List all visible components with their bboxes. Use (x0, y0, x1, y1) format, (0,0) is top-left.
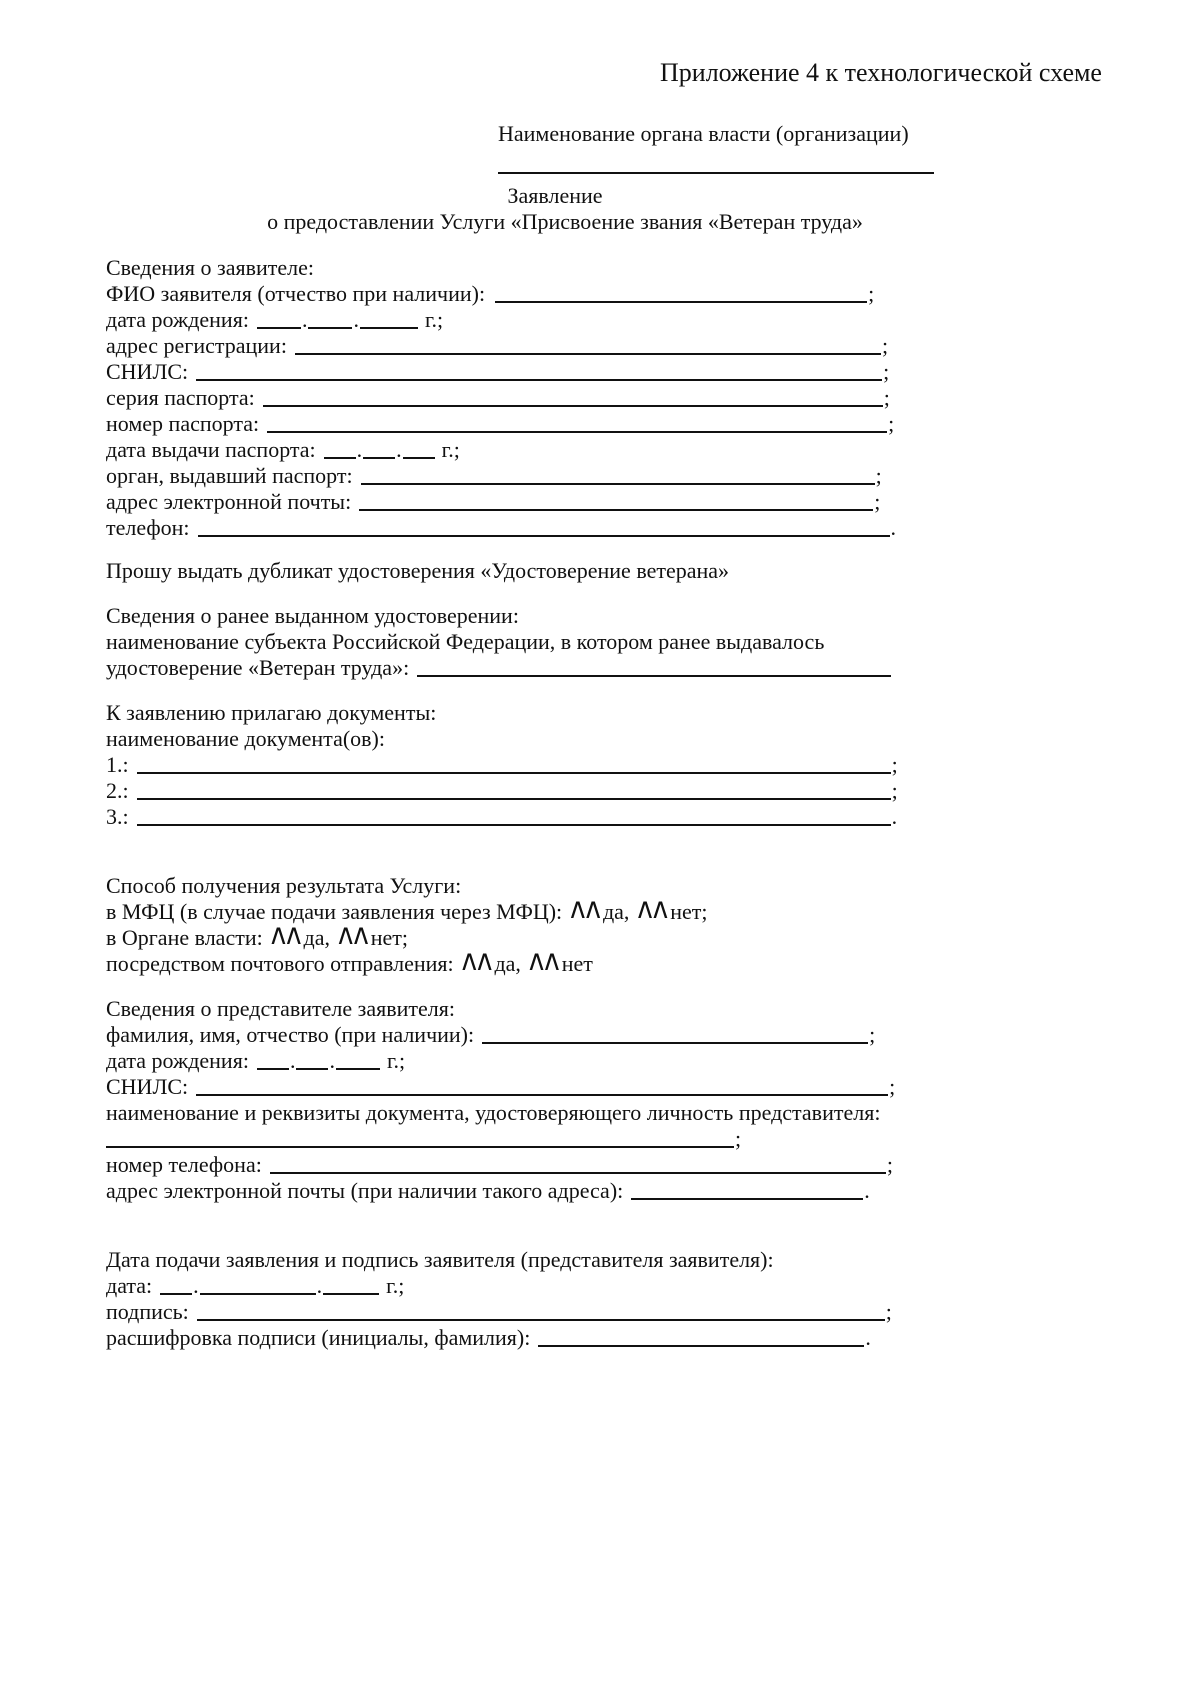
representative-birth-label: дата рождения: (106, 1048, 249, 1073)
applicant-fio-field[interactable] (495, 280, 867, 303)
document-title: Заявление (507, 183, 603, 208)
attachment-number: 2.: (106, 778, 129, 803)
birth-year-field[interactable] (360, 306, 418, 329)
representative-email-field[interactable] (631, 1177, 863, 1200)
previous-region-label: наименование субъекта Российской Федерации, в котором ранее выдавалось (106, 629, 825, 654)
passport-issue-date-row: дата выдачи паспорта: . . г.; (106, 437, 460, 462)
attachment-number: 1.: (106, 752, 129, 777)
sign-year-field[interactable] (323, 1272, 379, 1295)
applicant-phone-label: телефон: (106, 515, 190, 540)
birth-day-field[interactable] (257, 306, 301, 329)
applicant-email-label: адрес электронной почты: (106, 489, 352, 514)
signature-label: подпись: (106, 1299, 189, 1324)
signature-decode-label: расшифровка подписи (инициалы, фамилия): (106, 1325, 531, 1350)
post-no-option[interactable]: ʌʌ нет (528, 943, 593, 979)
representative-doc-row: ; (106, 1125, 741, 1152)
attachments-subheading: наименование документа(ов): (106, 726, 385, 751)
applicant-regaddr-field[interactable] (295, 332, 881, 355)
passport-number-row: номер паспорта: ; (106, 411, 895, 436)
checkbox-mark-icon[interactable]: ʌʌ (461, 943, 493, 979)
applicant-birth-row: дата рождения: . . г.; (106, 307, 444, 332)
passport-number-field[interactable] (267, 410, 887, 433)
checkbox-mark-icon[interactable]: ʌʌ (570, 891, 601, 927)
attachment-field-1[interactable] (137, 751, 891, 774)
delivery-post-label: посредством почтового отправления: (106, 951, 454, 976)
applicant-regaddr-row: адрес регистрации: ; (106, 333, 889, 358)
representative-snils-field[interactable] (196, 1073, 888, 1096)
rep-birth-day-field[interactable] (257, 1047, 289, 1070)
representative-snils-row: СНИЛС: ; (106, 1074, 896, 1099)
signature-date-row: дата: . . г.; (106, 1273, 405, 1298)
representative-doc-field[interactable] (106, 1125, 734, 1148)
delivery-mfc-label: в МФЦ (в случае подачи заявления через МФЦ): (106, 899, 563, 924)
passport-issue-date-label: дата выдачи паспорта: (106, 437, 316, 462)
passport-issuer-label: орган, выдавший паспорт: (106, 463, 353, 488)
passport-number-label: номер паспорта: (106, 411, 260, 436)
previous-region-row (106, 654, 892, 681)
representative-phone-field[interactable] (270, 1151, 886, 1174)
previous-heading: Сведения о ранее выданном удостоверении: (106, 603, 519, 628)
applicant-email-row: адрес электронной почты: ; (106, 489, 881, 514)
checkbox-mark-icon[interactable]: ʌʌ (637, 891, 669, 927)
authority-no-option[interactable]: ʌʌ нет; (337, 917, 409, 953)
representative-fio-row: фамилия, имя, отчество (при наличии): ; (106, 1022, 876, 1047)
signature-field[interactable] (197, 1298, 885, 1321)
delivery-mfc-row (106, 891, 708, 927)
issue-day-field[interactable] (324, 436, 356, 459)
delivery-post-row (106, 943, 593, 979)
delivery-authority-label: в Органе власти: (106, 925, 263, 950)
checkbox-mark-icon[interactable]: ʌʌ (528, 943, 560, 979)
signature-date-label: дата: (106, 1273, 153, 1298)
representative-email-label: адрес электронной почты (при наличии такого адреса): (106, 1178, 624, 1203)
passport-issuer-field[interactable] (361, 462, 875, 485)
post-yes-option[interactable]: ʌʌ да, (461, 943, 521, 979)
representative-heading: Сведения о представителе заявителя: (106, 996, 455, 1021)
applicant-snils-field[interactable] (196, 358, 882, 381)
birth-month-field[interactable] (308, 306, 352, 329)
attachment-row-3: 3.: . (106, 804, 898, 829)
mfc-yes-option[interactable]: ʌʌ да, (570, 891, 630, 927)
signature-decode-field[interactable] (538, 1324, 864, 1347)
passport-series-label: серия паспорта: (106, 385, 255, 410)
authority-blank[interactable] (498, 172, 934, 174)
authority-yes-option[interactable]: ʌʌ да, (270, 917, 330, 953)
signature-heading: Дата подачи заявления и подпись заявителя (представителя заявителя): (106, 1247, 774, 1272)
passport-issuer-row: орган, выдавший паспорт: ; (106, 463, 882, 488)
attachments-heading: К заявлению прилагаю документы: (106, 700, 437, 725)
previous-region-label-2: удостоверение «Ветеран труда»: (106, 655, 410, 680)
checkbox-mark-icon[interactable]: ʌʌ (337, 917, 369, 953)
representative-fio-label: фамилия, имя, отчество (при наличии): (106, 1022, 475, 1047)
delivery-heading: Способ получения результата Услуги: (106, 873, 462, 898)
signature-row: подпись: ; (106, 1299, 892, 1324)
passport-series-field[interactable] (263, 384, 883, 407)
representative-doc-label: наименование и реквизиты документа, удостоверяющего личность представителя: (106, 1100, 881, 1125)
attachment-number: 3.: (106, 804, 129, 829)
signature-decode-row: расшифровка подписи (инициалы, фамилия): . (106, 1325, 871, 1350)
representative-phone-row: номер телефона: ; (106, 1152, 893, 1177)
applicant-heading: Сведения о заявителе: (106, 255, 315, 280)
mfc-no-option[interactable]: ʌʌ нет; (637, 891, 708, 927)
checkbox-mark-icon[interactable]: ʌʌ (270, 917, 302, 953)
rep-birth-year-field[interactable] (336, 1047, 380, 1070)
representative-email-row: адрес электронной почты (при наличии такого адреса): . (106, 1178, 870, 1203)
applicant-snils-label: СНИЛС: (106, 359, 189, 384)
passport-series-row: серия паспорта: ; (106, 385, 890, 410)
authority-label: Наименование органа власти (организации) (498, 121, 909, 146)
applicant-birth-label: дата рождения: (106, 307, 249, 332)
request-text: Прошу выдать дубликат удостоверения «Удостоверение ветерана» (106, 558, 730, 583)
applicant-snils-row: СНИЛС: ; (106, 359, 890, 384)
rep-birth-month-field[interactable] (296, 1047, 328, 1070)
applicant-fio-row: ФИО заявителя (отчество при наличии): ; (106, 281, 875, 306)
applicant-phone-row: телефон: . (106, 515, 897, 540)
representative-fio-field[interactable] (482, 1021, 868, 1044)
attachment-row-2: 2.: ; (106, 778, 898, 803)
applicant-regaddr-label: адрес регистрации: (106, 333, 287, 358)
issue-month-field[interactable] (363, 436, 395, 459)
delivery-authority-row (106, 917, 409, 953)
previous-region-field[interactable] (417, 654, 891, 677)
issue-year-field[interactable] (403, 436, 435, 459)
attachment-row-1: 1.: ; (106, 752, 898, 777)
applicant-phone-field[interactable] (198, 514, 890, 537)
representative-birth-row: дата рождения: . . г.; (106, 1048, 406, 1073)
applicant-email-field[interactable] (359, 488, 873, 511)
sign-day-field[interactable] (160, 1272, 192, 1295)
appendix-label: Приложение 4 к технологической схеме (660, 58, 1102, 87)
applicant-fio-label: ФИО заявителя (отчество при наличии): (106, 281, 486, 306)
attachment-field-2[interactable] (137, 777, 891, 800)
attachment-field-3[interactable] (137, 803, 891, 826)
document-subtitle: о предоставлении Услуги «Присвоение звания «Ветеран труда» (267, 209, 863, 234)
representative-phone-label: номер телефона: (106, 1152, 262, 1177)
representative-snils-label: СНИЛС: (106, 1074, 189, 1099)
sign-month-field[interactable] (200, 1272, 316, 1295)
